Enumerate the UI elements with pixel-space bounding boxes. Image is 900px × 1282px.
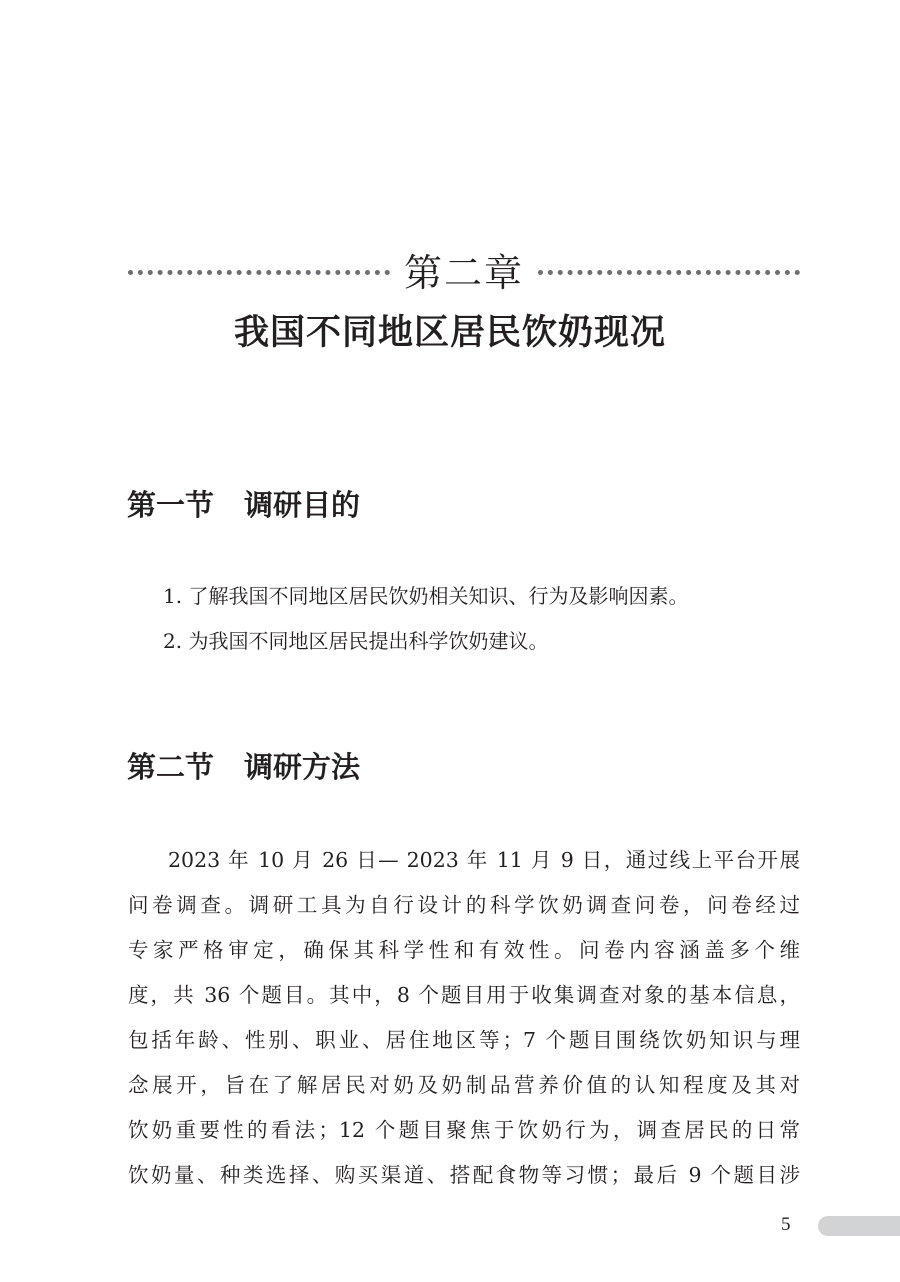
dotted-rule-right xyxy=(538,270,800,275)
list-item: 1. 了解我国不同地区居民饮奶相关知识、行为及影响因素。 xyxy=(163,584,689,608)
page-edge-tab xyxy=(818,1216,900,1236)
page-number: 5 xyxy=(781,1214,791,1235)
section-title: 调研方法 xyxy=(244,750,361,784)
body-paragraph xyxy=(128,838,800,1198)
section-heading-2 xyxy=(127,745,360,786)
section-title: 调研目的 xyxy=(244,488,361,522)
dotted-rule-left xyxy=(128,270,390,275)
paragraph-line: 度，共 36 个题目。其中，8 个题目用于收集调查对象的基本信息， xyxy=(128,983,800,1007)
chapter-title: 我国不同地区居民饮奶现况 xyxy=(233,312,666,353)
chapter-number: 第二章 xyxy=(404,250,525,295)
section-heading-1 xyxy=(127,483,360,524)
paragraph-line: 饮奶重要性的看法；12 个题目聚焦于饮奶行为，调查居民的日常 xyxy=(128,1118,800,1142)
paragraph-line: 2023 年 10 月 26 日— 2023 年 11 月 9 日，通过线上平台开展 xyxy=(168,848,800,872)
paragraph-line: 问卷调查。调研工具为自行设计的科学饮奶调查问卷，问卷经过 xyxy=(128,893,800,917)
paragraph-line: 专家严格审定，确保其科学性和有效性。问卷内容涵盖多个维 xyxy=(128,938,800,962)
list-item: 2. 为我国不同地区居民提出科学饮奶建议。 xyxy=(163,629,549,653)
paragraph-line: 包括年龄、性别、职业、居住地区等；7 个题目围绕饮奶知识与理 xyxy=(128,1028,800,1052)
chapter-heading-row xyxy=(128,246,800,295)
section-label: 第二节 xyxy=(127,750,215,784)
paragraph-line: 念展开，旨在了解居民对奶及奶制品营养价值的认知程度及其对 xyxy=(128,1073,800,1097)
paragraph-line: 饮奶量、种类选择、购买渠道、搭配食物等习惯；最后 9 个题目涉 xyxy=(128,1163,800,1187)
section-label: 第一节 xyxy=(127,488,215,522)
